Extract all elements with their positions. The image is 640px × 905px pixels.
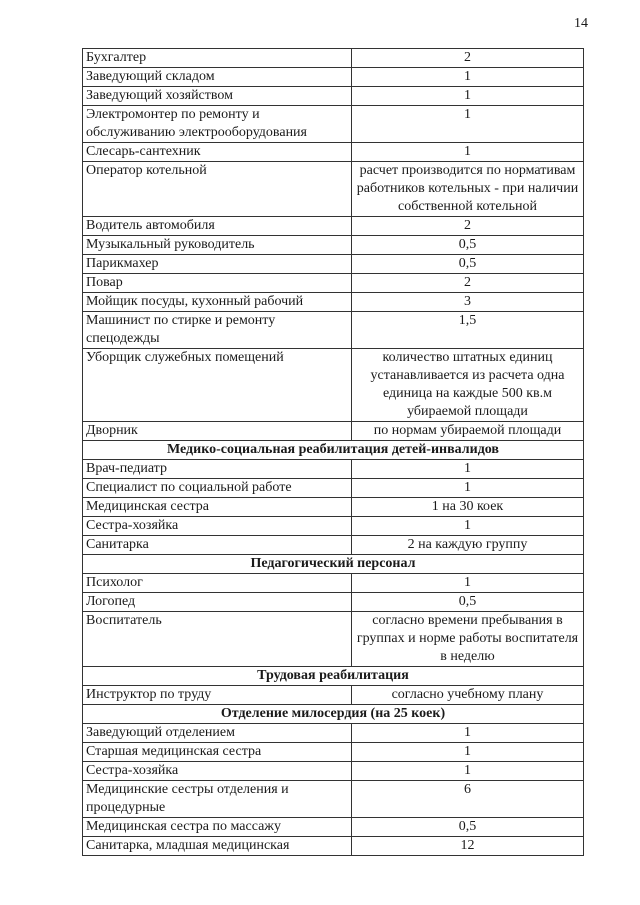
position-cell: Специалист по социальной работе xyxy=(83,479,352,498)
count-cell: 0,5 xyxy=(352,236,584,255)
position-cell: Мойщик посуды, кухонный рабочий xyxy=(83,293,352,312)
table-row xyxy=(83,593,584,612)
count-cell: 1 xyxy=(352,517,584,536)
position-cell: Санитарка xyxy=(83,536,352,555)
position-cell: Сестра-хозяйка xyxy=(83,762,352,781)
count-cell: 1 xyxy=(352,724,584,743)
count-cell: 1 xyxy=(352,574,584,593)
table-row xyxy=(83,479,584,498)
table-row xyxy=(83,349,584,422)
position-cell: Музыкальный руководитель xyxy=(83,236,352,255)
table-row xyxy=(83,255,584,274)
position-cell: Машинист по стирке и ремонту спецодежды xyxy=(83,312,352,349)
position-cell: Психолог xyxy=(83,574,352,593)
table-row xyxy=(83,743,584,762)
count-cell: расчет производится по нормативам работников котельных - при наличии собственной котельной xyxy=(352,162,584,217)
table-row xyxy=(83,762,584,781)
table-row xyxy=(83,536,584,555)
table-row xyxy=(83,837,584,856)
table-row xyxy=(83,236,584,255)
position-cell: Медицинская сестра по массажу xyxy=(83,818,352,837)
table-row xyxy=(83,686,584,705)
table-row xyxy=(83,143,584,162)
table-row xyxy=(83,422,584,441)
count-cell: 1,5 xyxy=(352,312,584,349)
count-cell: по нормам убираемой площади xyxy=(352,422,584,441)
count-cell: 1 xyxy=(352,460,584,479)
table-row xyxy=(83,312,584,349)
count-cell: 1 xyxy=(352,106,584,143)
position-cell: Врач-педиатр xyxy=(83,460,352,479)
position-cell: Заведующий отделением xyxy=(83,724,352,743)
table-row xyxy=(83,574,584,593)
count-cell: 1 xyxy=(352,87,584,106)
table-row xyxy=(83,517,584,536)
table-row xyxy=(83,293,584,312)
position-cell: Повар xyxy=(83,274,352,293)
position-cell: Дворник xyxy=(83,422,352,441)
position-cell: Электромонтер по ремонту и обслуживанию электрооборудования xyxy=(83,106,352,143)
count-cell: 3 xyxy=(352,293,584,312)
table-row xyxy=(83,162,584,217)
staffing-table xyxy=(82,48,584,856)
section-title: Отделение милосердия (на 25 коек) xyxy=(83,705,584,724)
count-cell: 2 xyxy=(352,49,584,68)
count-cell: 6 xyxy=(352,781,584,818)
count-cell: 1 xyxy=(352,743,584,762)
count-cell: количество штатных единиц устанавливается из расчета одна единица на каждые 500 кв.м убираемой площади xyxy=(352,349,584,422)
count-cell: 1 xyxy=(352,479,584,498)
table-row xyxy=(83,68,584,87)
count-cell: 0,5 xyxy=(352,818,584,837)
position-cell: Заведующий хозяйством xyxy=(83,87,352,106)
count-cell: 0,5 xyxy=(352,593,584,612)
count-cell: 2 xyxy=(352,274,584,293)
table-row xyxy=(83,498,584,517)
count-cell: 12 xyxy=(352,837,584,856)
count-cell: 2 xyxy=(352,217,584,236)
position-cell: Медицинская сестра xyxy=(83,498,352,517)
section-header-row xyxy=(83,555,584,574)
count-cell: 1 на 30 коек xyxy=(352,498,584,517)
position-cell: Сестра-хозяйка xyxy=(83,517,352,536)
count-cell: 2 на каждую группу xyxy=(352,536,584,555)
table-row xyxy=(83,781,584,818)
position-cell: Санитарка, младшая медицинская xyxy=(83,837,352,856)
position-cell: Парикмахер xyxy=(83,255,352,274)
count-cell: 1 xyxy=(352,143,584,162)
position-cell: Бухгалтер xyxy=(83,49,352,68)
count-cell: согласно времени пребывания в группах и норме работы воспитателя в неделю xyxy=(352,612,584,667)
section-title: Педагогический персонал xyxy=(83,555,584,574)
count-cell: 1 xyxy=(352,68,584,87)
count-cell: 1 xyxy=(352,762,584,781)
position-cell: Старшая медицинская сестра xyxy=(83,743,352,762)
table-row xyxy=(83,724,584,743)
section-title: Медико-социальная реабилитация детей-инвалидов xyxy=(83,441,584,460)
position-cell: Водитель автомобиля xyxy=(83,217,352,236)
position-cell: Оператор котельной xyxy=(83,162,352,217)
position-cell: Воспитатель xyxy=(83,612,352,667)
table-row xyxy=(83,106,584,143)
table-row xyxy=(83,460,584,479)
table-row xyxy=(83,49,584,68)
section-header-row xyxy=(83,441,584,460)
section-title: Трудовая реабилитация xyxy=(83,667,584,686)
position-cell: Инструктор по труду xyxy=(83,686,352,705)
table-row xyxy=(83,612,584,667)
table-row xyxy=(83,274,584,293)
position-cell: Медицинские сестры отделения и процедурные xyxy=(83,781,352,818)
position-cell: Слесарь-сантехник xyxy=(83,143,352,162)
count-cell: согласно учебному плану xyxy=(352,686,584,705)
section-header-row xyxy=(83,705,584,724)
count-cell: 0,5 xyxy=(352,255,584,274)
page-number: 14 xyxy=(574,16,588,31)
table-row xyxy=(83,818,584,837)
section-header-row xyxy=(83,667,584,686)
position-cell: Уборщик служебных помещений xyxy=(83,349,352,422)
position-cell: Логопед xyxy=(83,593,352,612)
position-cell: Заведующий складом xyxy=(83,68,352,87)
table-row xyxy=(83,217,584,236)
table-row xyxy=(83,87,584,106)
